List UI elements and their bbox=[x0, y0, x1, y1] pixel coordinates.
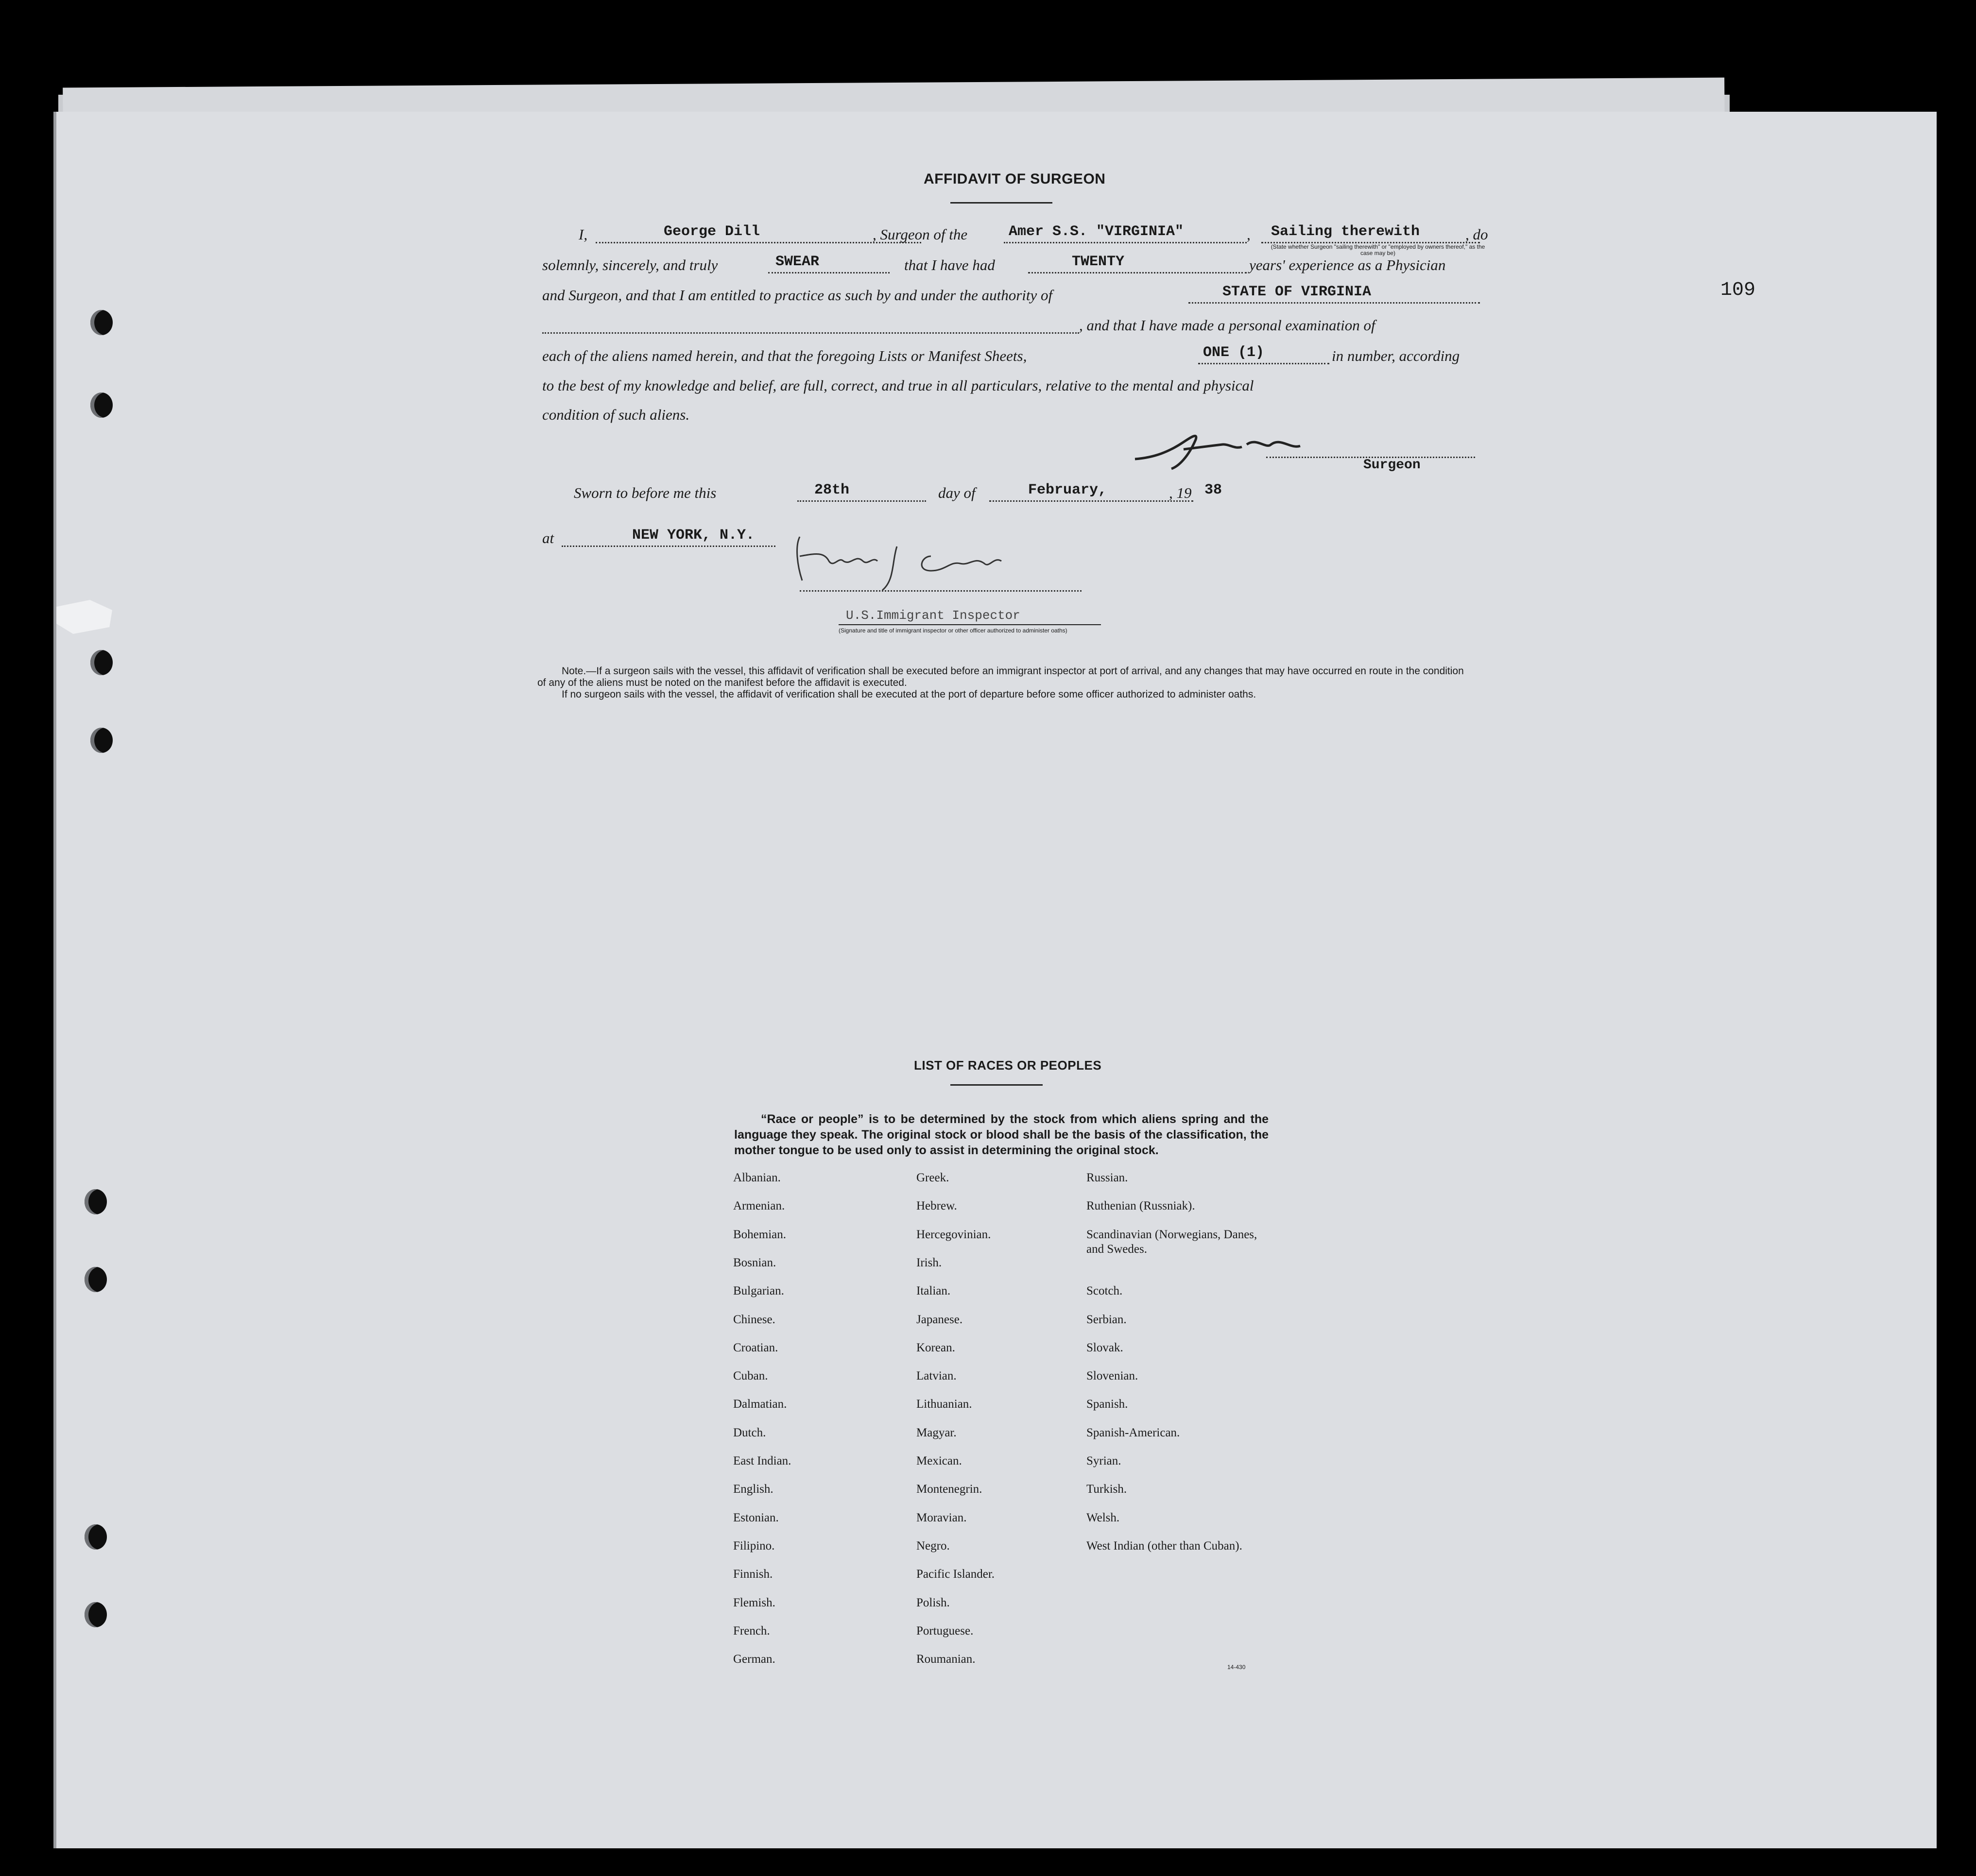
that-i-have-had-label: that I have had bbox=[904, 256, 995, 273]
surgeon-of-the-label: , Surgeon of the bbox=[873, 226, 968, 243]
race-item: Bulgarian. bbox=[733, 1284, 784, 1298]
title-rule bbox=[950, 202, 1052, 204]
punch-hole bbox=[90, 728, 113, 753]
race-item: Croatian. bbox=[733, 1341, 778, 1354]
year-suffix: 38 bbox=[1204, 482, 1222, 498]
race-item: Flemish. bbox=[733, 1596, 775, 1609]
sworn-month: February, bbox=[1028, 482, 1107, 498]
officer-signature-line bbox=[800, 590, 1082, 592]
field-line bbox=[562, 546, 775, 547]
officer-title-line bbox=[839, 624, 1101, 625]
race-item: Irish. bbox=[916, 1256, 942, 1269]
races-title-rule bbox=[950, 1084, 1043, 1086]
punch-hole bbox=[85, 1189, 107, 1214]
race-item: Serbian. bbox=[1086, 1313, 1127, 1326]
race-item: Estonian. bbox=[733, 1511, 779, 1524]
punch-hole bbox=[85, 1524, 107, 1550]
race-item: Syrian. bbox=[1086, 1454, 1121, 1467]
surgeon-signature bbox=[1125, 423, 1397, 476]
race-item: Russian. bbox=[1086, 1171, 1128, 1184]
officer-caption: (Signature and title of immigrant inspector or other officer authorized to administer oaths) bbox=[839, 627, 1067, 634]
label-i: I, bbox=[579, 226, 588, 243]
years-experience-label: years' experience as a Physician bbox=[1249, 256, 1446, 273]
note-no-surgeon: If no surgeon sails with the vessel, the affidavit of verification shall be executed at the port of departure before some officer authorized to administer oaths. bbox=[562, 689, 1256, 700]
race-item: Ruthenian (Russniak). bbox=[1086, 1199, 1195, 1213]
affidavit-title: AFFIDAVIT OF SURGEON bbox=[924, 171, 1106, 187]
punch-hole bbox=[85, 1602, 107, 1627]
field-line bbox=[989, 500, 1193, 502]
races-title: LIST OF RACES OR PEOPLES bbox=[914, 1058, 1102, 1073]
field-line bbox=[768, 272, 890, 273]
inspector-signature bbox=[785, 527, 1057, 595]
field-line bbox=[1028, 272, 1247, 273]
field-line bbox=[1188, 302, 1480, 304]
label-do: , do bbox=[1465, 226, 1488, 243]
sheets-count: ONE (1) bbox=[1203, 344, 1265, 361]
race-item: Korean. bbox=[916, 1341, 955, 1354]
race-item: East Indian. bbox=[733, 1454, 791, 1467]
race-item: Welsh. bbox=[1086, 1511, 1120, 1524]
sworn-day: 28th bbox=[814, 482, 850, 498]
race-item: Greek. bbox=[916, 1171, 949, 1184]
note-surgeon-sails: Note.—If a surgeon sails with the vessel, this affidavit of verification shall be executed before an immigrant inspector at port of arrival, and any changes that may have occurred en route in the condition of any of the aliens must be noted on the manifest before the affidavit is executed. bbox=[537, 665, 1464, 688]
punch-hole bbox=[90, 310, 113, 335]
race-item: Slovenian. bbox=[1086, 1369, 1138, 1383]
personal-examination-label: , and that I have made a personal examination of bbox=[1079, 317, 1375, 334]
race-item: Japanese. bbox=[916, 1313, 963, 1326]
race-item: Roumanian. bbox=[916, 1653, 976, 1666]
race-item: Turkish. bbox=[1086, 1483, 1127, 1496]
race-item: Polish. bbox=[916, 1596, 950, 1609]
race-item: Spanish. bbox=[1086, 1398, 1128, 1411]
race-item: Negro. bbox=[916, 1539, 950, 1552]
surgeon-name: George Dill bbox=[664, 223, 760, 240]
manifest-sheets-label: each of the aliens named herein, and that the foregoing Lists or Manifest Sheets, bbox=[542, 347, 1027, 364]
race-item: Hebrew. bbox=[916, 1199, 957, 1213]
at-label: at bbox=[542, 529, 554, 546]
day-of-label: day of bbox=[938, 484, 976, 501]
punch-hole bbox=[90, 392, 113, 418]
race-item: Hercegovinian. bbox=[916, 1228, 991, 1241]
field-line bbox=[797, 500, 926, 502]
authority-label: and Surgeon, and that I am entitled to practice as such by and under the authority of bbox=[542, 287, 1053, 304]
vessel-name: Amer S.S. "VIRGINIA" bbox=[1009, 223, 1184, 240]
race-item: Bohemian. bbox=[733, 1228, 787, 1241]
torn-paper-tab bbox=[56, 600, 112, 634]
field-line bbox=[542, 332, 1079, 334]
race-item: Finnish. bbox=[733, 1568, 773, 1581]
race-item: Spanish-American. bbox=[1086, 1426, 1180, 1439]
race-item: Albanian. bbox=[733, 1171, 781, 1184]
punch-hole bbox=[90, 650, 113, 675]
race-item: French. bbox=[733, 1624, 770, 1637]
year-prefix: , 19 bbox=[1169, 484, 1192, 501]
race-item: English. bbox=[733, 1483, 773, 1496]
race-item: Dutch. bbox=[733, 1426, 766, 1439]
years-value: TWENTY bbox=[1072, 254, 1125, 270]
race-item: Scotch. bbox=[1086, 1284, 1123, 1298]
at-place: NEW YORK, N.Y. bbox=[632, 527, 755, 544]
race-item: Armenian. bbox=[733, 1199, 785, 1213]
race-item: German. bbox=[733, 1653, 775, 1666]
officer-title: U.S.Immigrant Inspector bbox=[846, 608, 1020, 623]
race-item: Italian. bbox=[916, 1284, 951, 1298]
page-number: 109 bbox=[1720, 279, 1756, 301]
race-item: Dalmatian. bbox=[733, 1398, 787, 1411]
punch-hole bbox=[85, 1267, 107, 1292]
race-item: Pacific Islander. bbox=[916, 1568, 995, 1581]
race-item: Cuban. bbox=[733, 1369, 768, 1383]
race-item: Slovak. bbox=[1086, 1341, 1123, 1354]
field-line bbox=[1198, 363, 1329, 364]
race-item: Mexican. bbox=[916, 1454, 962, 1467]
field-line bbox=[1004, 242, 1247, 243]
comma: , bbox=[1247, 226, 1251, 243]
oath-value: SWEAR bbox=[775, 254, 820, 270]
manifest-page bbox=[53, 112, 1937, 1848]
race-item: Chinese. bbox=[733, 1313, 775, 1326]
in-number-label: in number, according bbox=[1332, 347, 1460, 364]
race-item: Filipino. bbox=[733, 1539, 775, 1552]
race-item: Latvian. bbox=[916, 1369, 957, 1383]
race-item: Portuguese. bbox=[916, 1624, 974, 1637]
affidavit-line6: to the best of my knowledge and belief, are full, correct, and true in all particulars, relative to the mental and physical bbox=[542, 377, 1254, 394]
race-item: Magyar. bbox=[916, 1426, 957, 1439]
surgeon-label: Surgeon bbox=[1363, 458, 1421, 473]
sailing-footnote: (State whether Surgeon "sailing therewith" or "employed by owners thereof," as the case may be) bbox=[1271, 243, 1485, 256]
sworn-label: Sworn to before me this bbox=[574, 484, 717, 501]
solemnly-label: solemnly, sincerely, and truly bbox=[542, 256, 718, 273]
sailing-status: Sailing therewith bbox=[1271, 223, 1420, 240]
race-item: West Indian (other than Cuban). bbox=[1086, 1539, 1242, 1552]
race-item: Lithuanian. bbox=[916, 1398, 972, 1411]
affidavit-line7: condition of such aliens. bbox=[542, 406, 690, 423]
authority-value: STATE OF VIRGINIA bbox=[1222, 284, 1372, 300]
form-number: 14-430 bbox=[1227, 1664, 1246, 1671]
race-item: Bosnian. bbox=[733, 1256, 776, 1269]
race-item: Montenegrin. bbox=[916, 1483, 982, 1496]
race-item: Moravian. bbox=[916, 1511, 967, 1524]
race-item: Scandinavian (Norwegians, Danes, and Swedes. bbox=[1086, 1228, 1257, 1256]
races-intro: “Race or people” is to be determined by the stock from which aliens spring and the language they speak. The original stock or blood shall be the basis of the classification, the mother tongue to be used only to assist in determining the original stock. bbox=[734, 1112, 1269, 1157]
